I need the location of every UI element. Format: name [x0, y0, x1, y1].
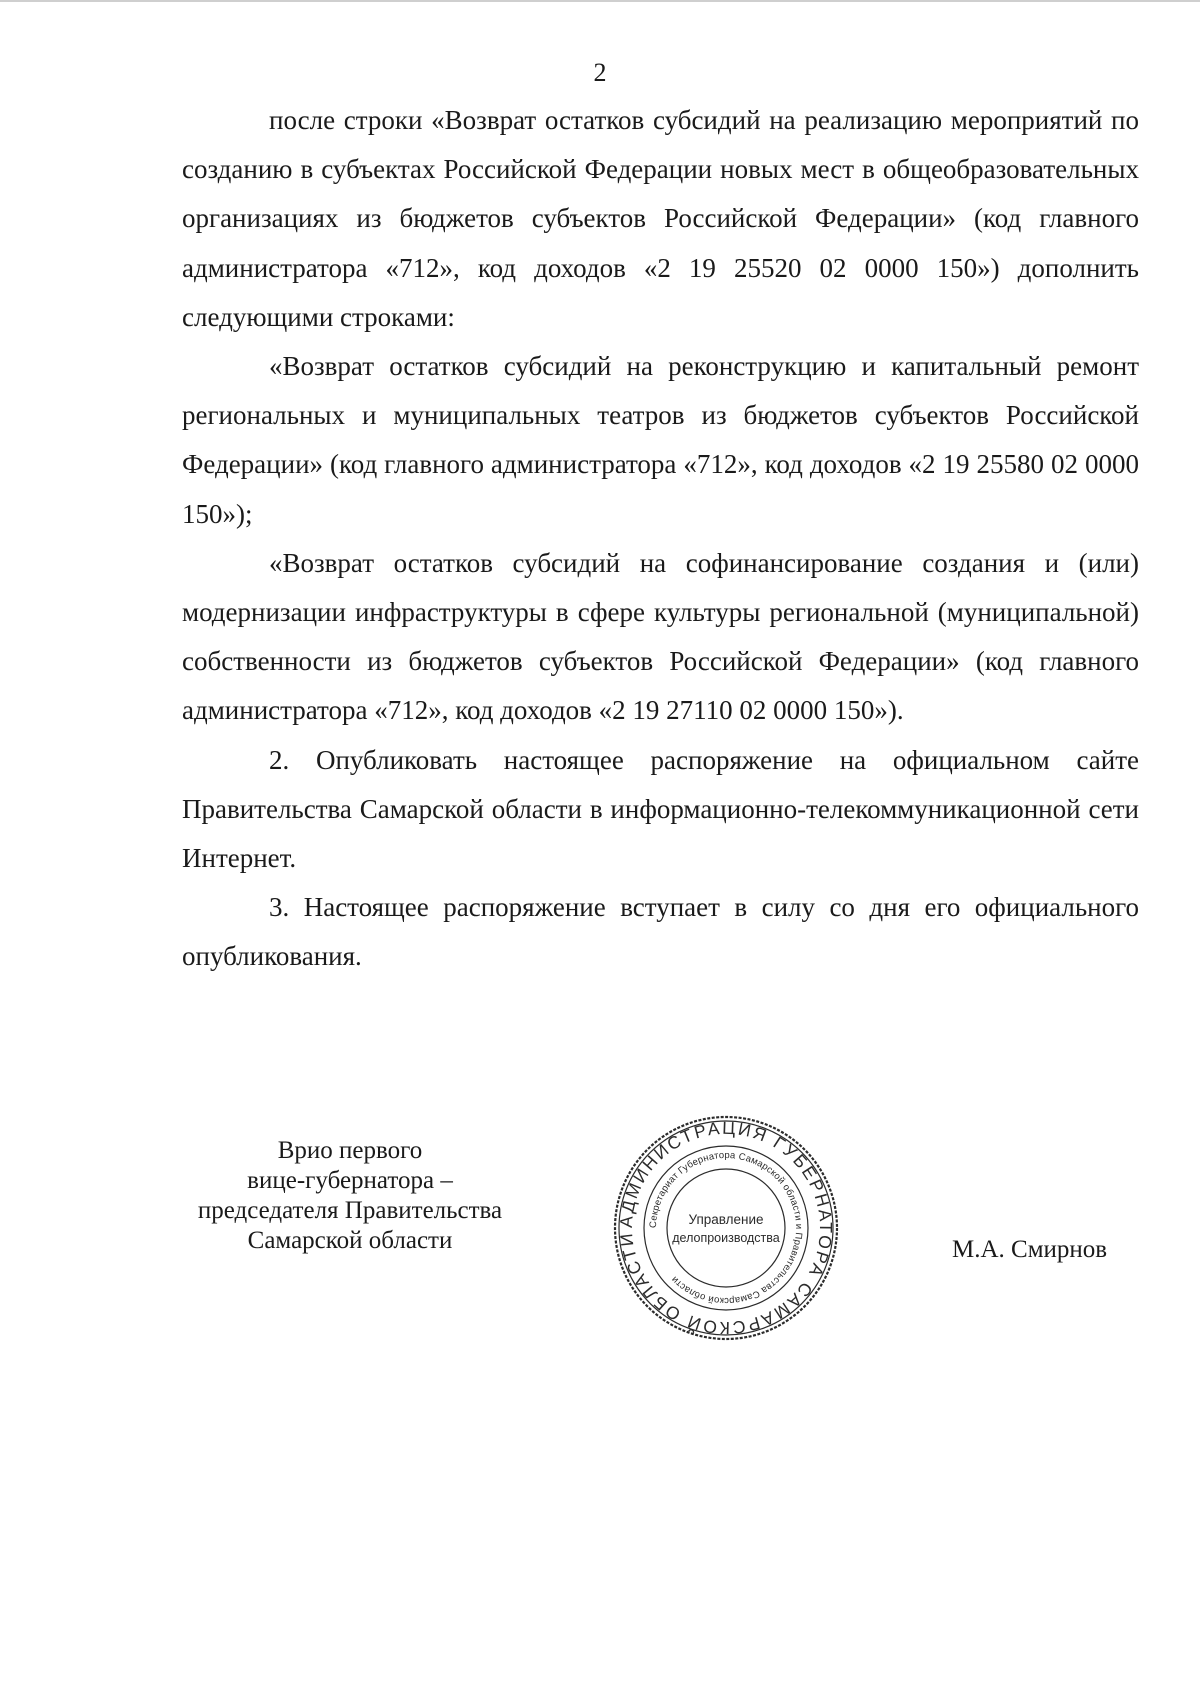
- signatory-line: Врио первого: [277, 1137, 423, 1164]
- paragraph-3: «Возврат остатков субсидий на софинансирование создания и (или) модернизации инфраструктуры в сфере культуры региональной (муниципальной) собственности из бюджетов субъектов Российской Федерации» (код главного администратора «712», код доходов «2 19 27110 02 0000 150»).: [182, 547, 1139, 726]
- paragraph-4: 2. Опубликовать настоящее распоряжение на официальном сайте Правительства Самарской области в информационно-телекоммуникационной сети Интернет.: [182, 744, 1139, 874]
- signatory-line: Самарской области: [247, 1227, 453, 1254]
- seal-outer-text: АДМИНИСТРАЦИЯ ГУБЕРНАТОРА САМАРСКОЙ ОБЛАСТИ: [615, 1117, 837, 1339]
- paragraph-1: после строки «Возврат остатков субсидий на реализацию мероприятий по созданию в субъектах Российской Федерации новых мест в общеобразовательных организациях из бюджетов субъектов Российской Федерации» (код главного администратора «712», код доходов «2 19 25520 02 0000 150») дополнить следующими строками:: [182, 105, 1139, 332]
- document-body: [182, 96, 1139, 982]
- scan-top-edge: [0, 0, 1200, 2]
- signatory-line: вице-губернатора –: [247, 1167, 453, 1194]
- signer-name: М.А. Смирнов: [952, 1236, 1108, 1263]
- official-seal-stamp: [612, 1114, 840, 1342]
- paragraph-5: 3. Настоящее распоряжение вступает в силу со дня его официального опубликования.: [182, 892, 1139, 972]
- seal-center-line-2: делопроизводства: [672, 1231, 780, 1245]
- seal-center-line-1: Управление: [688, 1212, 764, 1227]
- signatory-title: [170, 1136, 530, 1256]
- page-number: 2: [593, 58, 607, 87]
- signatory-line: председателя Правительства: [197, 1197, 503, 1224]
- seal-graphic: [612, 1114, 840, 1342]
- seal-inner-ring-text: Секретариат Губернатора Самарской области и Правительства Самарской области: [647, 1149, 805, 1307]
- paragraph-2: «Возврат остатков субсидий на реконструкцию и капитальный ремонт региональных и муниципальных театров из бюджетов субъектов Российской Федерации» (код главного администратора «712», код доходов «2 19 25580 02 0000 150»);: [182, 351, 1139, 529]
